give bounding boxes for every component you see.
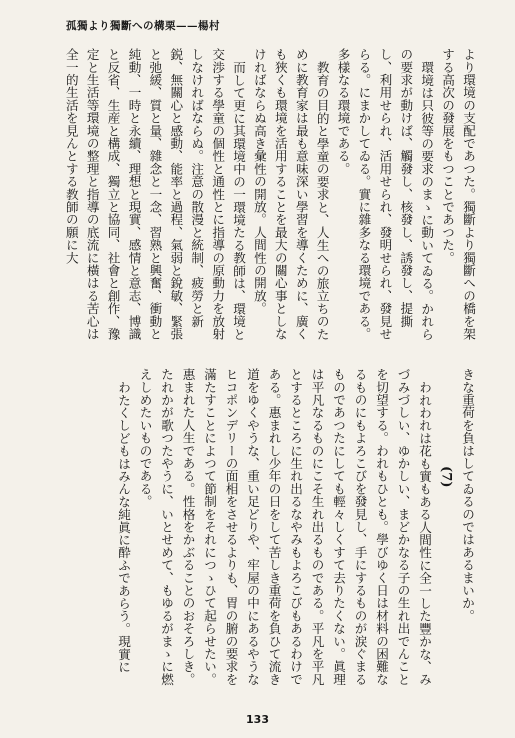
paragraph: 而して更に其環境中の一環境たる教師は、環境と交渉する學童の個性と通性とに指導の原動力を放射しなければならぬ。注意の散漫と統制、疲勞と新鋭、無關心と感動、能率と過程、氣弱と銳敏、緊張と弛緩、質と量、雜念と一念、習熟と興奮、衝動と純動、一時と永續、理想と現實、感情と意志、博識と反省、生産と構成、獨立と協同、社會と創作、豫定と生活等環境の整理と指導の底流に橫はる苦心は全一的生活を見んとする教師の願に大: [63, 48, 247, 341]
paragraph: われわれは花も實もある人間性に全一した豐かな、みづみづしい、ゆかしい、まどかなる子の生れ出でんことを切望する。われもひとも。學びゆく日は材料の困難なるものにもよろこびを發見し、手にするものが涙ぐまるものであつたにしても輕々しくすて去りたくない。眞理は平凡なるものにこそ生れ出るものである。平凡を平凡とするところに生れ出るなやみもよろこびもあるわけである。惠まれし少年の日をして苦しき重荷を負ひて流き道をゆくやうな、重い足どりや、牢屋の中にあるやうなヒコポンデリーの面相をさせるよりも、胃の腑の要求を滿たすことによつて節制をそれにつゝひて起らせたい。惠まれた人生である。性格をかぶることのおそろしき。たれかが歌つたやうに、いとせめて、もゆるがまゝに燃えしめたいものである。: [137, 368, 432, 686]
paragraph: 教育の目的と學童の要求と、人生への旅立ちのために教育家は最も意味深い學習を導くために、廣くも狹くも環境を活用することを最大の關心事としなければならぬ高き彙性の開放。人間性の開放。: [251, 48, 330, 341]
page-number: 133: [246, 713, 269, 726]
paragraph: きな重荷を負はしてゐるのではあるまいか。: [460, 368, 475, 622]
paragraph: わたくしどもはみんな純眞に酔ふであらう。現實に: [116, 380, 131, 673]
paragraph: 環境は只彼等の要求のまゝに動いてゐる。かれらの要求が動けば、觸發し、核發し、誘發し、提撕し、利用せられ、活用せられ、發明せられ、發見せらる。にまかしてゐる。實に雜多なる環境である。多樣なる環境である。: [335, 48, 435, 341]
lower-text-block: [40, 368, 478, 698]
running-header: 孤獨より獨斷への構栗——楊村: [66, 20, 220, 32]
paragraph: より環境の支配であつた。獨斷より獨斷への橋を架する高次の發展をもつことであつた。: [440, 48, 476, 341]
section-number: (7): [438, 465, 454, 488]
upper-text-block: [40, 48, 478, 350]
